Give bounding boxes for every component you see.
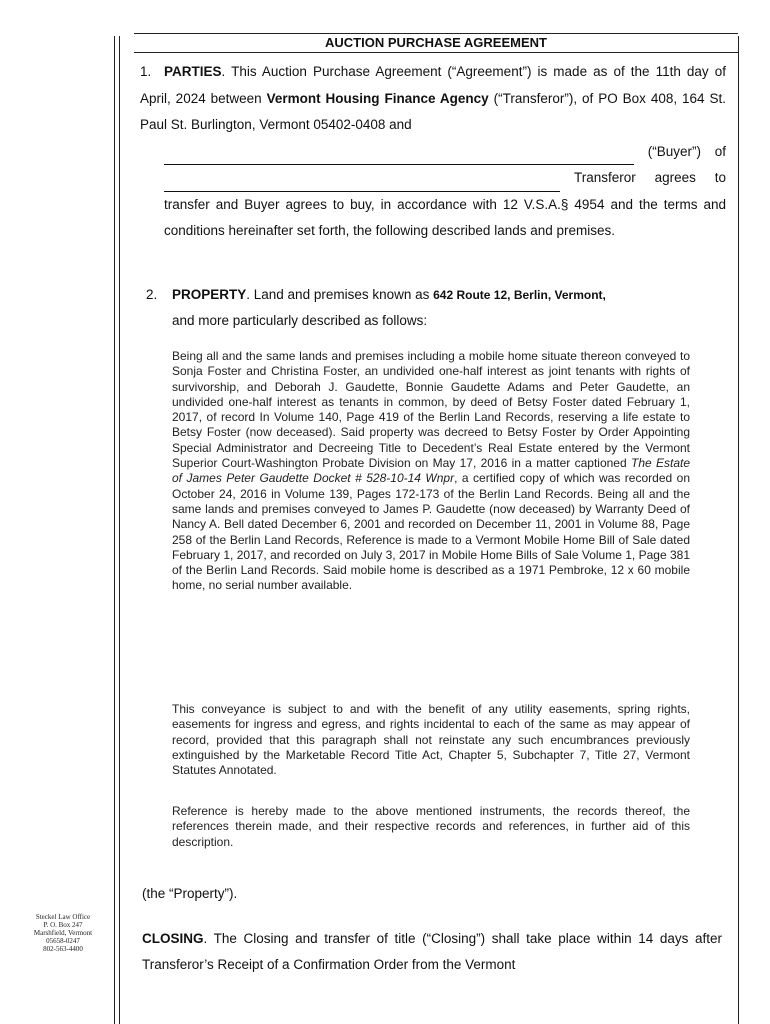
- buyer-address-blank[interactable]: [164, 173, 560, 192]
- office-line: Marshfield, Vermont: [33, 929, 93, 937]
- parties-opening: [140, 59, 726, 139]
- section-number: 2.: [146, 287, 158, 302]
- law-office-side-note: [18, 913, 108, 953]
- buyer-blank-row: [140, 139, 726, 166]
- parties-text: . This Auction Purchase Agreement (“Agreement”) is made as of the 11th day of April, 2024 between: [140, 64, 726, 106]
- right-margin-rule: [738, 36, 739, 1024]
- property-description: [172, 349, 690, 594]
- office-line: 05658-0247: [46, 937, 80, 945]
- buyer-address-row: [140, 165, 726, 192]
- buyer-name-blank[interactable]: [164, 146, 634, 165]
- parties-section: [140, 59, 726, 245]
- closing-text: . The Closing and transfer of title (“Closing”) shall take place within 14 days after Transferor’s Receipt of a Confirmation Order from the Vermont: [142, 931, 722, 972]
- case-caption: The Estate of James Peter Gaudette Docket # 528-10-14 Wnpr: [172, 456, 691, 486]
- parties-continued: transfer and Buyer agrees to buy, in accordance with 12 V.S.A.§ 4954 and the terms and conditions hereinafter set forth, the following described lands and premises.: [164, 196, 726, 238]
- agree-word: to: [714, 170, 726, 185]
- agrees-phrase: [574, 165, 726, 192]
- property-text: . Land and premises known as: [246, 287, 434, 302]
- agree-word: Transferor: [574, 170, 636, 185]
- transferor-name: Vermont Housing Finance Agency: [266, 90, 489, 106]
- property-section: [146, 282, 706, 334]
- section-heading: PARTIES: [164, 64, 222, 79]
- parties-text: (“Transferor”), of PO Box 408, 164 St. Paul St. Burlington, Vermont 05402-0408 and: [140, 90, 726, 132]
- conveyance-paragraph: This conveyance is subject to and with the benefit of any utility easements, spring rights, easements for ingress and egress, and rights incidental to each of the same as may appear of record, provided that this paragraph shall not reinstate any such encumbrances previously extinguished by the Marketable Record Title Act, Chapter 5, Subchapter 7, Title 27, Vermont Statutes Annotated.: [172, 702, 690, 778]
- property-text: and more particularly described as follows:: [172, 313, 428, 328]
- office-line: 802-563-4400: [43, 945, 83, 953]
- section-number: 1.: [140, 64, 152, 79]
- left-margin-rule-inner: [119, 36, 120, 1024]
- left-margin-rule-outer: [114, 36, 115, 1024]
- office-line: Steckel Law Office: [35, 913, 91, 921]
- office-line: P. O. Box 247: [43, 921, 83, 929]
- property-defined-term: (the “Property”).: [142, 886, 238, 901]
- buyer-label: (“Buyer”) of: [647, 143, 726, 159]
- reference-paragraph: Reference is hereby made to the above mentioned instruments, the records thereof, the references therein made, and their respective records and references, in further aid of this description.: [172, 804, 690, 849]
- document-title: AUCTION PURCHASE AGREEMENT: [134, 33, 738, 53]
- description-text: , a certified copy of which was recorded on October 24, 2016 in Volume 139, Pages 172-173 of the Berlin Land Records. Being all and the same lands and premises conveyed to James P. Gaudette (now deceased) by Warranty Deed of Nancy A. Bell dated December 6, 2001 and recorded on December 11, 2001 in Volume 88, Page 258 of the Berlin Land Records, Reference is made to a Vermont Mobile Home Bill of Sale dated February 1, 2017, and recorded on July 3, 2017 in Mobile Home Bills of Sale Volume 1, Page 381 of the Berlin Land Records. Said mobile home is described as a 1971 Pembroke, 12 x 60 mobile home, no serial number available.: [172, 471, 690, 593]
- section-heading: PROPERTY: [172, 287, 247, 302]
- closing-section: [142, 926, 722, 978]
- property-address: 642 Route 12, Berlin, Vermont,: [433, 288, 606, 302]
- description-text: Being all and the same lands and premises including a mobile home situate thereon conveyed to Sonja Foster and Christina Foster, an undivided one-half interest as joint tenants with rights of survivorship, and Deborah J. Gaudette, Bonnie Gaudette Adams and Peter Gaudette, an undivided one-half interest as tenants in common, by deed of Betsy Foster dated February 1, 2017, of record In Volume 140, Page 419 of the Berlin Land Records, reserving a life estate to Betsy Foster (now deceased). Said property was decreed to Betsy Foster by Order Appointing Special Administrator and Decreeing Title to Decedent’s Real Estate entered by the Vermont Superior Court-Washington Probate Division on May 17, 2016 in a matter captioned: [172, 349, 690, 471]
- agree-word: agrees: [654, 170, 696, 185]
- section-heading: CLOSING: [142, 931, 204, 946]
